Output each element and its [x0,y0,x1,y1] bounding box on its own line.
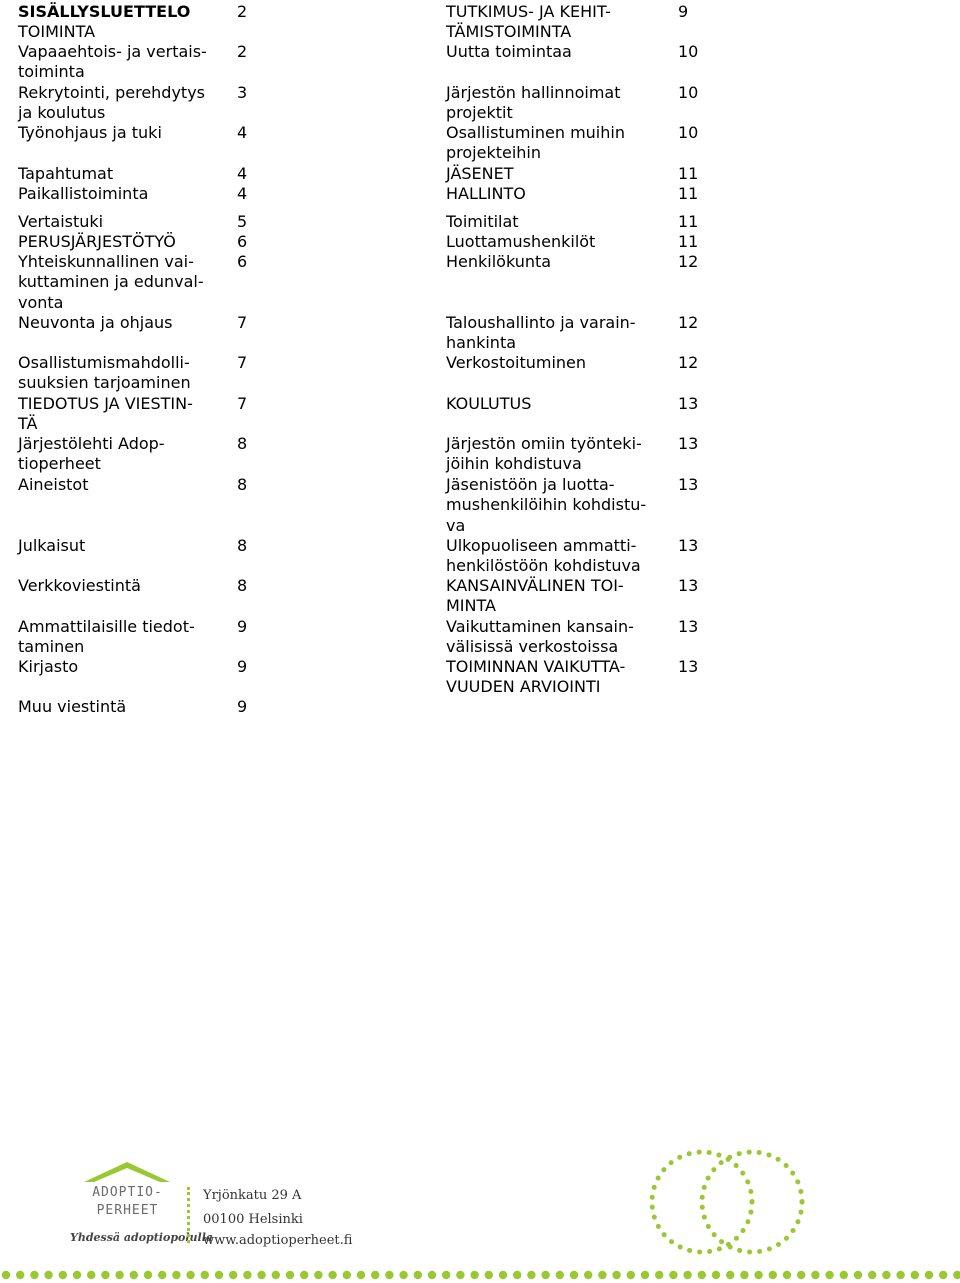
toc-entry[interactable] [446,232,699,252]
toc-entry-title: TUTKIMUS- JA KEHIT- TÄMISTOIMINTA [446,2,611,42]
toc-entry-page-number: 6 [237,232,248,251]
toc-entry[interactable] [18,434,248,475]
toc-entry-title: Rekrytointi, perehdytys ja koulutus [18,83,206,123]
toc-entry-page-number: 12 [678,252,699,271]
toc-entry[interactable] [18,475,248,495]
toc-entry-title: Osallistumismahdolli- suuksien tarjoaminen [18,353,191,393]
toc-entry-title: Järjestön hallinnoimat projektit [446,83,621,123]
toc-entry-page-number: 11 [678,184,699,203]
toc-entry[interactable] [446,313,699,354]
toc-entry-title: Vaikuttaminen kansain- välisissä verkostoissa [446,617,634,657]
toc-entry[interactable] [446,536,699,577]
toc-entry-title: Vertaistuki [18,212,104,231]
toc-entry-title: Paikallistoiminta [18,184,149,203]
decorative-dot-border [0,1268,960,1282]
toc-entry-title: Osallistuminen muihin projekteihin [446,123,625,163]
toc-entry[interactable] [446,434,699,475]
house-roof-icon [84,1160,170,1186]
toc-entry-title: Vapaaehtois- ja vertais- toiminta [18,42,207,82]
toc-entry[interactable] [446,576,699,617]
toc-entry-title: TIEDOTUS JA VIESTIN- TÄ [18,394,193,434]
toc-entry-page-number: 3 [237,83,248,102]
toc-entry[interactable] [446,184,699,204]
toc-entry[interactable] [18,697,248,717]
toc-entry-title: Muu viestintä [18,697,127,716]
toc-entry[interactable] [446,617,699,658]
toc-entry[interactable] [446,657,699,698]
toc-entry-title: Verkkoviestintä [18,576,141,595]
toc-entry-page-number: 4 [237,184,248,203]
toc-entry[interactable] [18,657,248,677]
toc-entry-title: Uutta toimintaa [446,42,572,61]
toc-entry-title: Verkostoituminen [446,353,587,372]
toc-entry-title: Taloushallinto ja varain- hankinta [446,313,636,353]
toc-entry-page-number: 12 [678,313,699,332]
toc-entry[interactable] [18,576,248,596]
toc-entry-page-number: 8 [237,434,248,453]
toc-entry-page-number: 7 [237,394,248,413]
toc-entry[interactable] [18,394,248,435]
logo-text-perheet: PERHEET [96,1203,159,1218]
decorative-dotted-circles [640,1140,940,1270]
toc-entry-page-number: 13 [678,657,699,676]
toc-entry[interactable] [446,212,699,232]
toc-entry-page-number: 10 [678,42,699,61]
toc-entry-page-number: 8 [237,576,248,595]
toc-entry[interactable] [18,2,248,22]
toc-entry[interactable] [18,83,248,124]
toc-entry-page-number: 10 [678,83,699,102]
toc-entry-title: Työnohjaus ja tuki [18,123,162,142]
toc-entry[interactable] [446,475,699,536]
toc-entry-title: SISÄLLYSLUETTELO [18,2,191,21]
toc-entry-title: Toimitilat [446,212,519,231]
toc-entry-title: Yhteiskunnallinen vai- kuttaminen ja edunval- vonta [18,252,204,312]
toc-entry[interactable] [18,536,248,556]
toc-entry[interactable] [18,22,228,42]
toc-entry-title: Neuvonta ja ohjaus [18,313,173,332]
toc-entry-page-number: 11 [678,232,699,251]
toc-entry-title: Henkilökunta [446,252,552,271]
toc-entry[interactable] [446,42,699,62]
toc-entry-page-number: 4 [237,164,248,183]
toc-entry-title: Ammattilaisille tiedot- taminen [18,617,195,657]
toc-entry-title: JÄSENET [446,164,514,183]
toc-entry-page-number: 12 [678,353,699,372]
toc-entry-page-number: 13 [678,394,699,413]
toc-entry-page-number: 9 [678,2,689,21]
toc-entry-title: Ulkopuoliseen ammatti- henkilöstöön kohdistuva [446,536,641,576]
toc-entry-title: Luottamushenkilöt [446,232,596,251]
logo-tagline: Yhdessä adoptiopolulla [70,1231,214,1244]
toc-entry-page-number: 13 [678,475,699,494]
toc-entry[interactable] [18,617,248,658]
toc-entry[interactable] [18,212,248,232]
toc-entry[interactable] [446,83,699,124]
toc-entry-page-number: 6 [237,252,248,271]
toc-entry-title: KOULUTUS [446,394,532,413]
toc-entry[interactable] [446,252,699,272]
toc-entry-page-number: 10 [678,123,699,142]
toc-entry-title: KANSAINVÄLINEN TOI- MINTA [446,576,624,616]
toc-entry-title: Järjestön omiin työnteki- jöihin kohdistuva [446,434,642,474]
toc-entry[interactable] [18,232,248,252]
toc-entry-title: Aineistot [18,475,89,494]
toc-entry-page-number: 2 [237,42,248,61]
address-city: 00100 Helsinki [203,1212,303,1227]
toc-entry[interactable] [446,164,699,184]
logo-text-adoptio: ADOPTIO- [92,1185,163,1200]
toc-entry-page-number: 11 [678,212,699,231]
toc-entry-page-number: 8 [237,475,248,494]
toc-entry[interactable] [18,184,248,204]
toc-entry-page-number: 9 [237,617,248,636]
toc-entry-page-number: 2 [237,2,248,21]
toc-entry[interactable] [446,2,689,43]
toc-entry-page-number: 4 [237,123,248,142]
toc-entry-page-number: 13 [678,536,699,555]
adoptioperheet-logo [70,1160,214,1245]
toc-entry-title: Järjestölehti Adop- tioperheet [18,434,165,474]
toc-entry-title: TOIMINNAN VAIKUTTA- VUUDEN ARVIOINTI [446,657,626,697]
toc-entry-title: Tapahtumat [18,164,114,183]
toc-entry[interactable] [18,353,248,394]
toc-entry-page-number: 7 [237,353,248,372]
toc-entry-page-number: 9 [237,697,248,716]
toc-entry-title: Kirjasto [18,657,79,676]
toc-entry-title: TOIMINTA [18,22,96,41]
website-link[interactable]: www.adoptioperheet.fi [203,1233,353,1248]
toc-entry-title: Jäsenistöön ja luotta- mushenkilöihin kohdistu- va [446,475,647,535]
toc-entry-page-number: 13 [678,617,699,636]
toc-entry-page-number: 13 [678,434,699,453]
toc-entry-page-number: 11 [678,164,699,183]
toc-entry[interactable] [18,42,248,83]
footer-divider [187,1187,190,1243]
toc-entry-page-number: 7 [237,313,248,332]
toc-entry[interactable] [18,123,248,143]
toc-entry-page-number: 8 [237,536,248,555]
toc-entry-title: Julkaisut [18,536,86,555]
toc-entry-title: PERUSJÄRJESTÖTYÖ [18,232,176,251]
toc-entry[interactable] [18,252,248,313]
toc-entry[interactable] [18,164,248,184]
toc-entry[interactable] [446,123,699,164]
toc-entry[interactable] [446,394,699,414]
toc-entry-page-number: 9 [237,657,248,676]
toc-entry-page-number: 5 [237,212,248,231]
toc-entry-page-number: 13 [678,576,699,595]
toc-entry[interactable] [446,353,699,373]
address-street: Yrjönkatu 29 A [203,1188,302,1203]
toc-entry[interactable] [18,313,248,333]
toc-entry-title: HALLINTO [446,184,526,203]
